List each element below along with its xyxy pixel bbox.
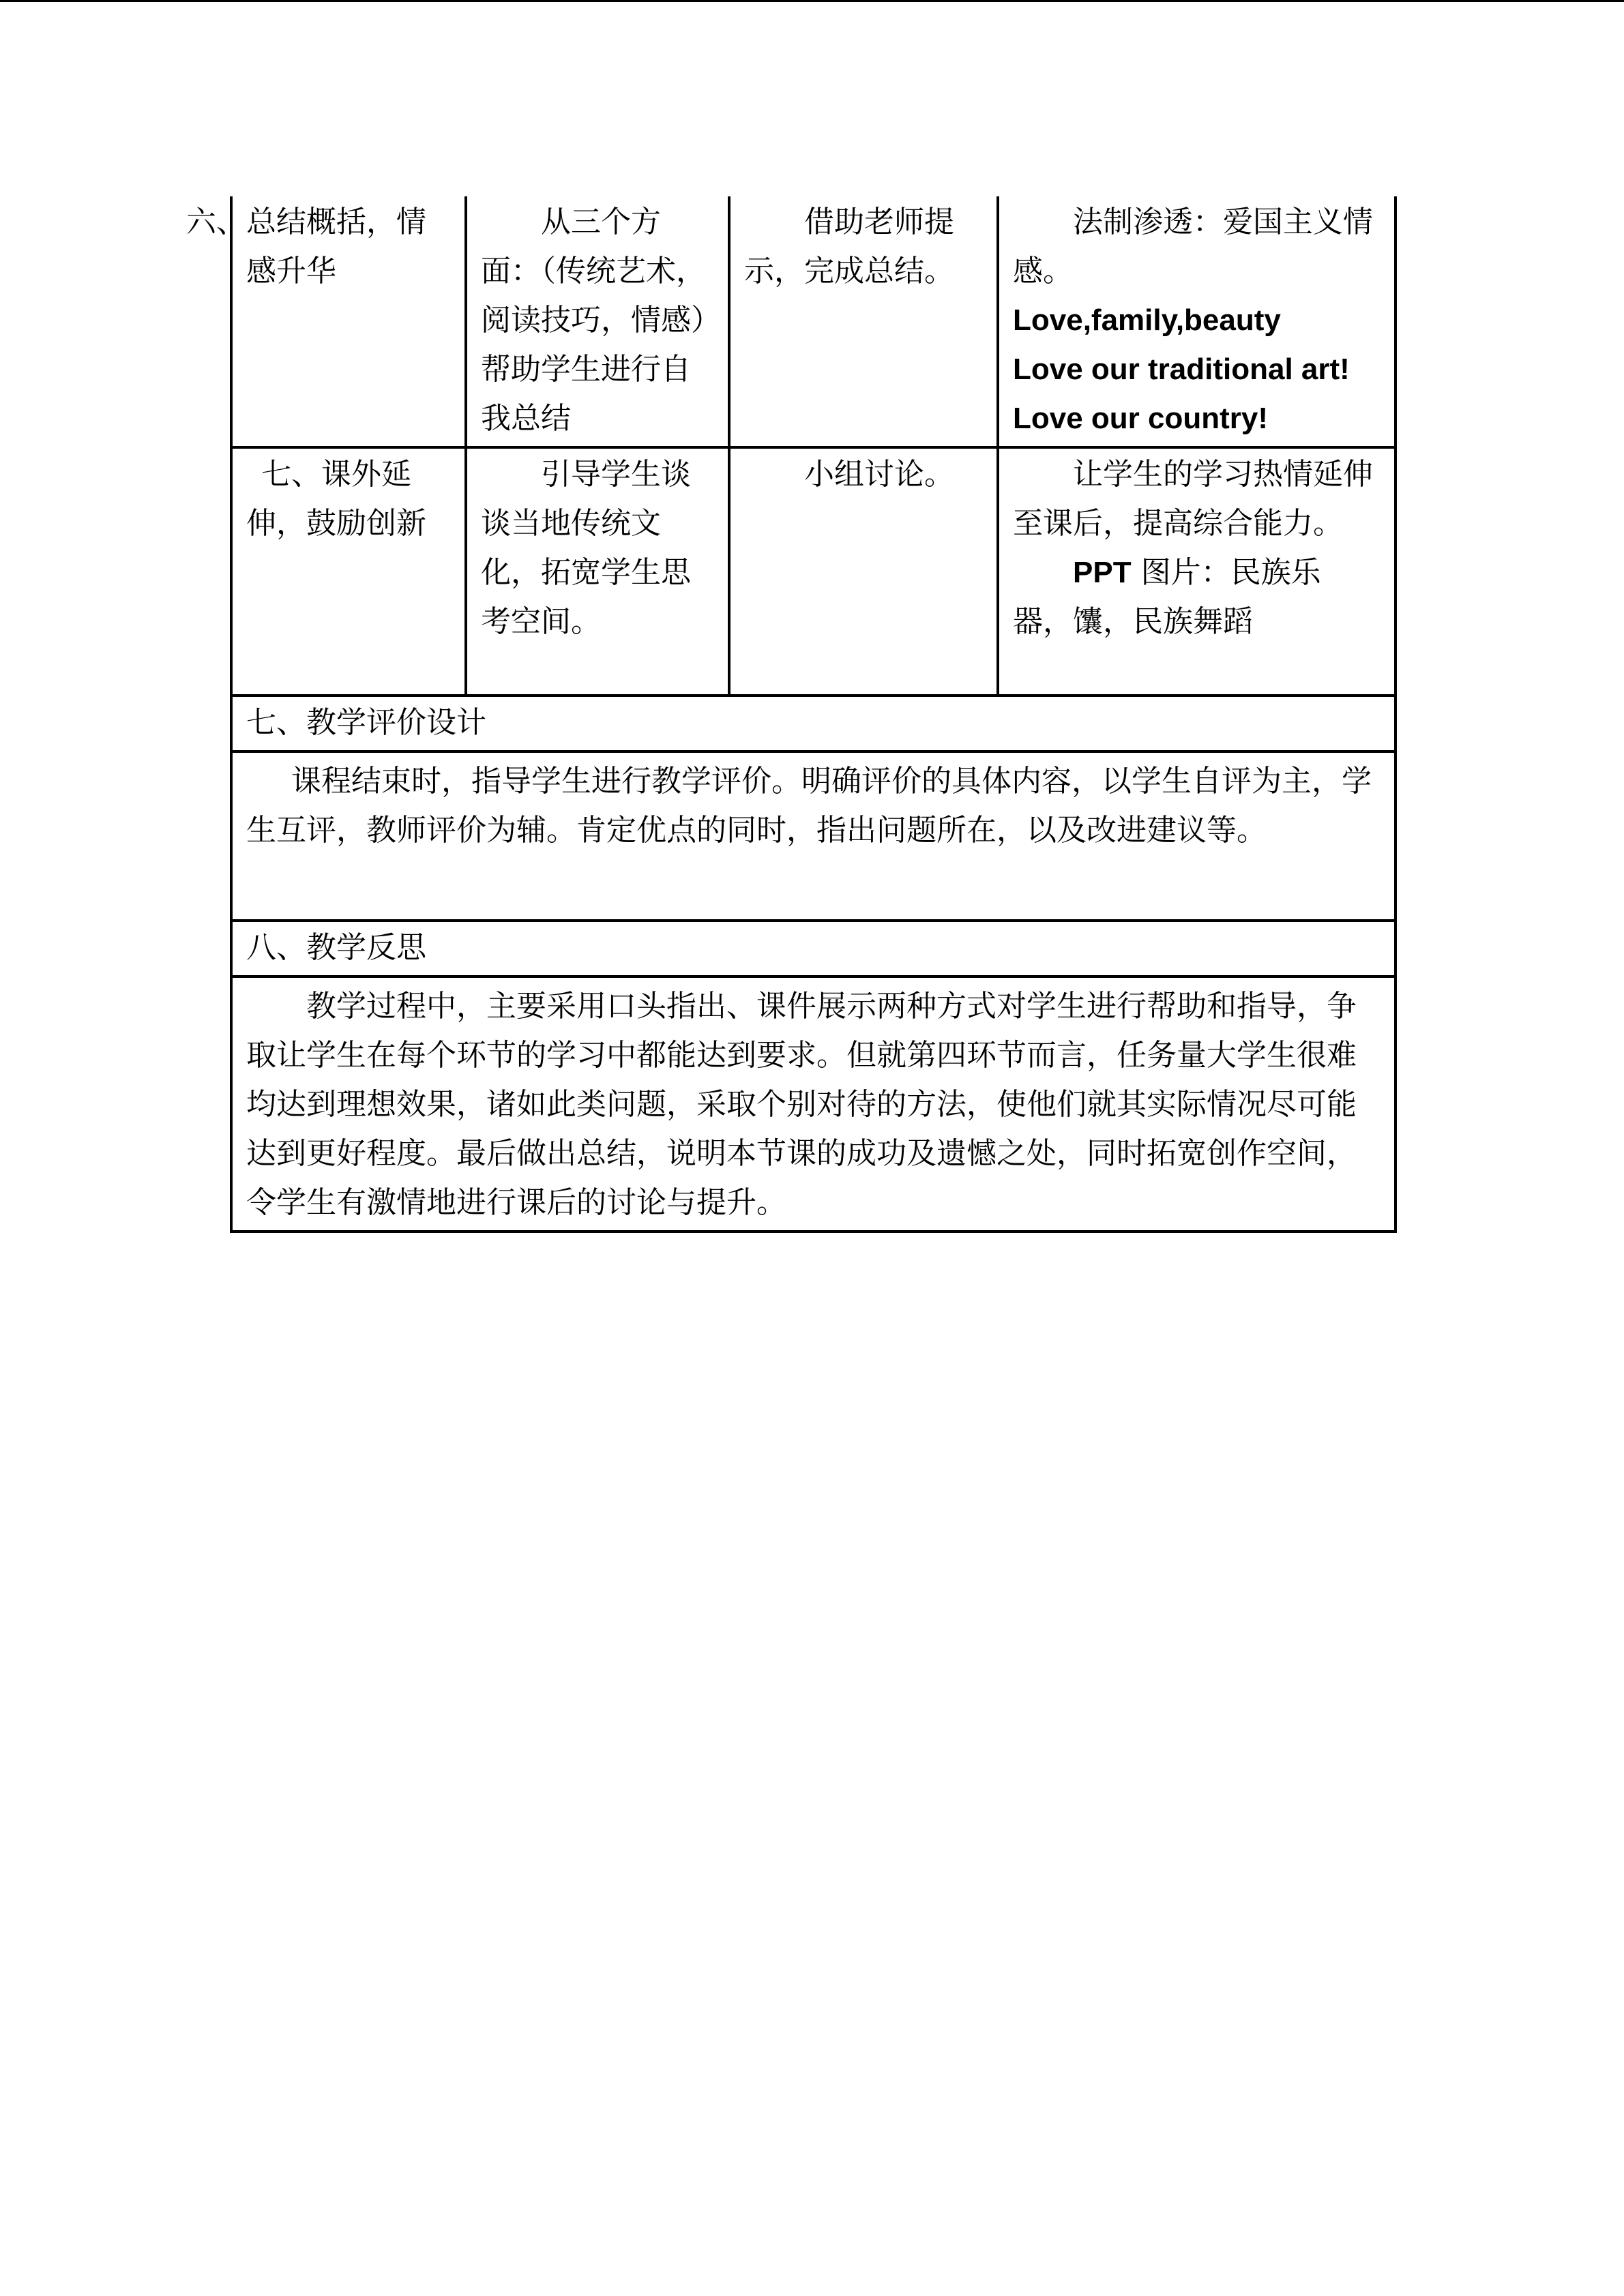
ppt-note-text: 图片：民族乐器，馕，民族舞蹈 xyxy=(1013,555,1321,639)
student-activity-text: 小组讨论。 xyxy=(804,457,954,492)
stage-cell xyxy=(231,447,466,696)
reflection-body-text: 教学过程中，主要采用口头指出、课件展示两种方式对学生进行帮助和指导，争取让学生在每个环节的学习中都能达到要求。但就第四环节而言，任务量大学生很难均达到理想效果，诸如此类问题，采取个别对待的方法，使他们就其实际情况尽可能达到更好程度。最后做出总结，说明本节课的成功及遗憾之处，同时拓宽创作空间，令学生有激情地进行课后的讨论与提升。 xyxy=(246,989,1357,1220)
slogan-line: Love our traditional art! xyxy=(1013,353,1350,386)
table-row xyxy=(231,447,1396,696)
table-row xyxy=(231,196,1396,447)
ppt-note xyxy=(1013,548,1381,646)
stage-cell xyxy=(186,196,466,447)
stage-label: 六、总结概括，情感升华 xyxy=(186,205,426,288)
ppt-label: PPT xyxy=(1073,556,1132,589)
section-body-cell xyxy=(231,751,1396,921)
student-activity-cell xyxy=(729,196,998,447)
teacher-activity-cell xyxy=(466,447,729,696)
slogan-line: Love our country! xyxy=(1013,402,1269,435)
student-activity-text: 借助老师提示，完成总结。 xyxy=(744,205,954,288)
lesson-plan-table xyxy=(186,196,1397,1233)
student-activity-cell xyxy=(729,447,998,696)
section-body-row xyxy=(231,976,1396,1232)
design-intent-cell xyxy=(998,447,1396,696)
section-body-cell xyxy=(231,976,1396,1232)
teacher-activity-cell xyxy=(466,196,729,447)
teacher-activity-text: 引导学生谈谈当地传统文化，拓宽学生思考空间。 xyxy=(481,457,691,639)
section-title-evaluation: 七、教学评价设计 xyxy=(246,705,486,740)
section-header-cell xyxy=(231,921,1396,976)
evaluation-body-text: 课程结束时，指导学生进行教学评价。明确评价的具体内容，以学生自评为主，学生互评，教师评价为辅。肯定优点的同时，指出问题所在，以及改进建议等。 xyxy=(246,764,1372,848)
section-header-row xyxy=(231,696,1396,751)
section-header-row xyxy=(231,921,1396,976)
design-intent-cell xyxy=(998,196,1396,447)
section-title-reflection: 八、教学反思 xyxy=(246,930,426,965)
page-top-border xyxy=(0,0,1624,2)
section-header-cell xyxy=(231,696,1396,751)
design-intent-text: 让学生的学习热情延伸至课后，提高综合能力。 xyxy=(1013,457,1373,541)
section-body-row xyxy=(231,751,1396,921)
teacher-activity-text: 从三个方面：（传统艺术，阅读技巧，情感）帮助学生进行自我总结 xyxy=(481,205,706,436)
slogan-line: Love,family,beauty xyxy=(1013,303,1281,337)
stage-label: 七、课外延伸，鼓励创新 xyxy=(246,457,426,541)
design-intent-text: 法制渗透：爱国主义情感。 xyxy=(1013,205,1373,288)
